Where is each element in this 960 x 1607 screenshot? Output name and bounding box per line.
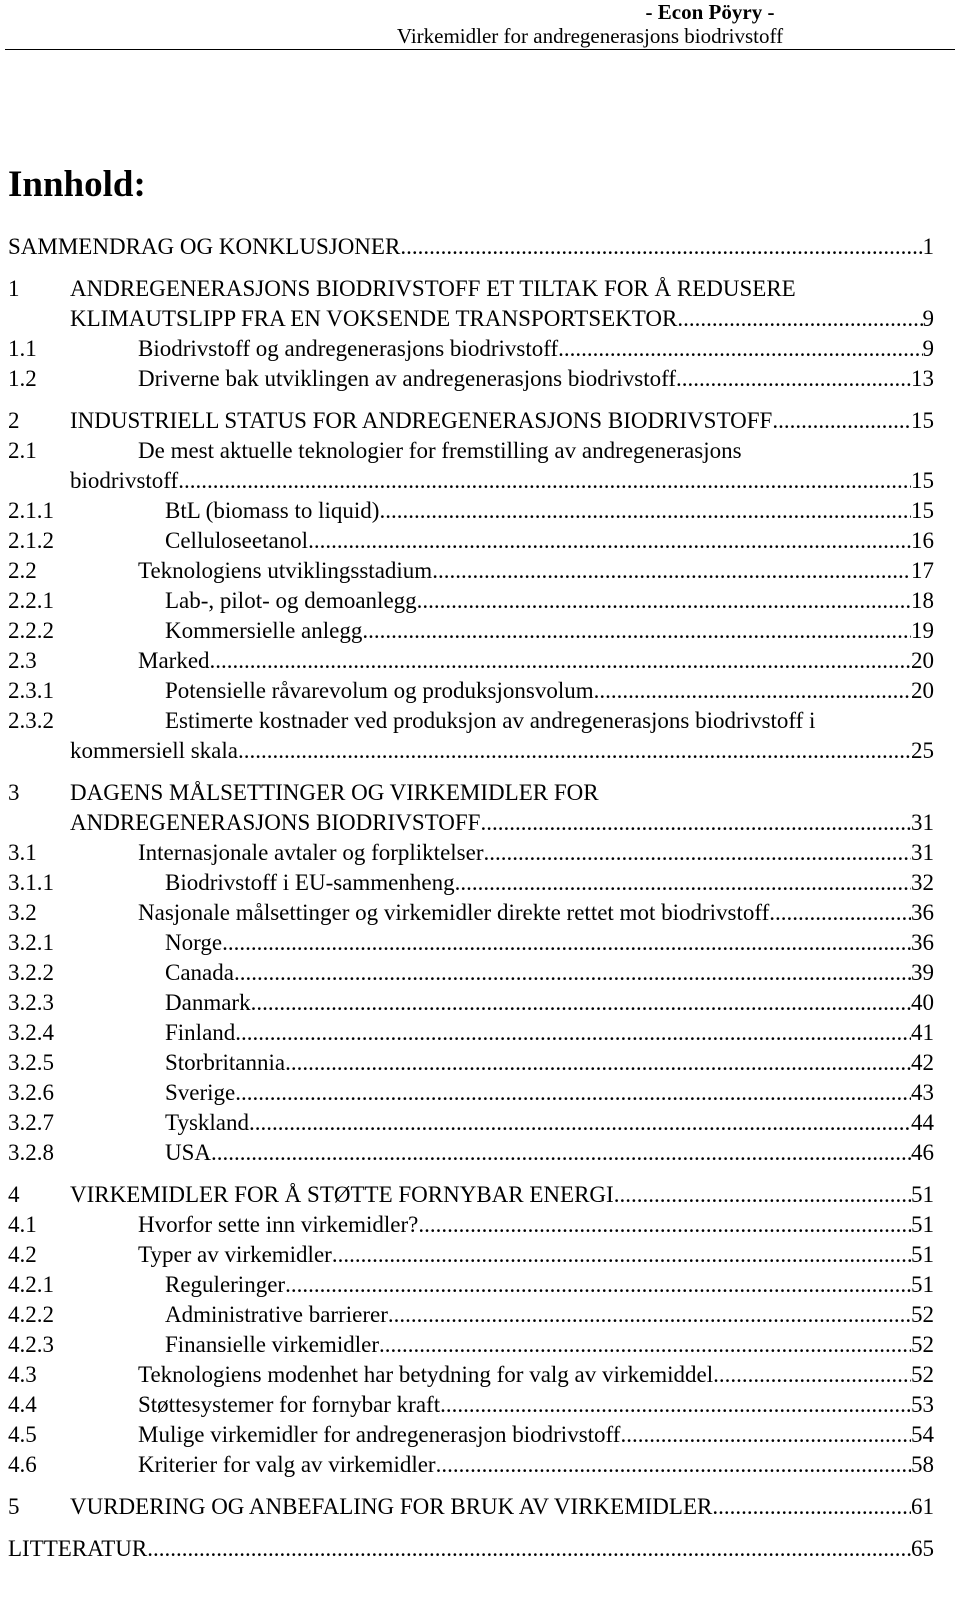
toc-entry-number: 4.5 xyxy=(8,1422,37,1447)
toc-entry-page-number: 52 xyxy=(911,1362,934,1387)
toc-entry[interactable] xyxy=(8,334,934,364)
toc-entry-number: 3 xyxy=(8,780,20,805)
toc-entry[interactable] xyxy=(8,406,934,436)
header-document-title: Virkemidler for andregenerasjons biodrivstoff xyxy=(396,24,784,48)
toc-entry-number: 2.2 xyxy=(8,558,37,583)
toc-entry-page-number: 51 xyxy=(911,1272,934,1297)
toc-entry-title: Støttesystemer for fornybar kraft xyxy=(138,1392,441,1417)
toc-entry[interactable] xyxy=(8,676,934,706)
toc-entry-page-number: 44 xyxy=(911,1110,934,1135)
toc-entry-page-number: 46 xyxy=(911,1140,934,1165)
toc-entry-number: 1.2 xyxy=(8,366,37,391)
toc-entry-page-number: 61 xyxy=(911,1494,934,1519)
toc-dot-leader xyxy=(558,334,922,364)
toc-dot-leader xyxy=(417,586,911,616)
toc-entry[interactable] xyxy=(8,1360,934,1390)
toc-entry-page-number: 15 xyxy=(911,468,934,493)
toc-entry-number: 2 xyxy=(8,408,20,433)
toc-entry-number: 3.2.5 xyxy=(8,1050,54,1075)
toc-entry-title: Teknologiens utviklingsstadium xyxy=(138,558,433,583)
toc-entry-page-number: 13 xyxy=(911,366,934,391)
toc-entry-title: Potensielle råvarevolum og produksjonsvolum xyxy=(165,678,594,703)
toc-entry-page-number: 51 xyxy=(911,1242,934,1267)
toc-entry[interactable] xyxy=(8,1210,934,1240)
toc-entry[interactable] xyxy=(8,1018,934,1048)
toc-entry-number: 3.2.4 xyxy=(8,1020,54,1045)
toc-entry-title: VURDERING OG ANBEFALING FOR BRUK AV VIRKEMIDLER xyxy=(70,1494,713,1519)
toc-entry-title: VIRKEMIDLER FOR Å STØTTE FORNYBAR ENERGI xyxy=(70,1182,614,1207)
toc-entry-title: Mulige virkemidler for andregenerasjon biodrivstoff xyxy=(138,1422,621,1447)
toc-entry-number: 2.2.2 xyxy=(8,618,54,643)
toc-entry-page-number: 36 xyxy=(911,930,934,955)
toc-entry-number: 3.1 xyxy=(8,840,37,865)
toc-entry-title: kommersiell skala xyxy=(70,738,238,763)
toc-entry[interactable] xyxy=(8,1300,934,1330)
toc-entry-title-line1: ANDREGENERASJONS BIODRIVSTOFF ET TILTAK FOR Å REDUSERE xyxy=(70,276,796,301)
toc-entry-title: LITTERATUR xyxy=(8,1536,148,1561)
toc-entry[interactable] xyxy=(8,1534,934,1564)
toc-entry[interactable] xyxy=(8,1078,934,1108)
toc-dot-leader xyxy=(285,1048,911,1078)
toc-entry-page-number: 15 xyxy=(911,498,934,523)
toc-entry-page-number: 19 xyxy=(911,618,934,643)
toc-entry-title: Internasjonale avtaler og forpliktelser xyxy=(138,840,484,865)
toc-entry-number: 4.3 xyxy=(8,1362,37,1387)
toc-entry-page-number: 51 xyxy=(911,1212,934,1237)
toc-dot-leader xyxy=(480,808,911,838)
toc-entry-title: BtL (biomass to liquid) xyxy=(165,498,380,523)
toc-dot-leader xyxy=(147,1534,911,1564)
toc-entry-page-number: 9 xyxy=(922,306,934,331)
toc-entry-page-number: 31 xyxy=(911,840,934,865)
table-of-contents xyxy=(8,232,934,1564)
toc-entry-title: INDUSTRIELL STATUS FOR ANDREGENERASJONS BIODRIVSTOFF xyxy=(70,408,773,433)
toc-entry[interactable] xyxy=(8,988,934,1018)
toc-dot-leader xyxy=(677,304,922,334)
toc-entry-title: Kriterier for valg av virkemidler xyxy=(138,1452,436,1477)
toc-entry[interactable] xyxy=(8,1450,934,1480)
toc-dot-leader xyxy=(594,676,911,706)
toc-dot-leader xyxy=(432,556,911,586)
toc-dot-leader xyxy=(620,1420,911,1450)
toc-entry-page-number: 1 xyxy=(922,234,934,259)
toc-entry-title: KLIMAUTSLIPP FRA EN VOKSENDE TRANSPORTSEKTOR xyxy=(70,306,678,331)
toc-entry-page-number: 31 xyxy=(911,810,934,835)
toc-entry-title: Danmark xyxy=(165,990,251,1015)
toc-entry-number: 2.1.2 xyxy=(8,528,54,553)
toc-entry-number: 4.4 xyxy=(8,1392,37,1417)
toc-entry-number: 2.1.1 xyxy=(8,498,54,523)
toc-dot-leader xyxy=(222,928,911,958)
toc-dot-leader xyxy=(712,1492,911,1522)
toc-entry-page-number: 58 xyxy=(911,1452,934,1477)
toc-entry-page-number: 9 xyxy=(922,336,934,361)
toc-entry-page-number: 25 xyxy=(911,738,934,763)
toc-entry-page-number: 32 xyxy=(911,870,934,895)
toc-entry-title: Sverige xyxy=(165,1080,236,1105)
toc-entry-number: 3.2.6 xyxy=(8,1080,54,1105)
toc-entry[interactable] xyxy=(8,1048,934,1078)
toc-dot-leader xyxy=(285,1270,911,1300)
toc-entry-title: Marked xyxy=(138,648,210,673)
toc-entry-title-line1: DAGENS MÅLSETTINGER OG VIRKEMIDLER FOR xyxy=(70,780,599,805)
toc-entry[interactable] xyxy=(8,436,934,496)
toc-entry-number: 2.3.1 xyxy=(8,678,54,703)
toc-entry[interactable] xyxy=(8,706,934,766)
toc-entry-title: USA xyxy=(165,1140,212,1165)
toc-dot-leader xyxy=(362,616,911,646)
toc-entry[interactable] xyxy=(8,232,934,262)
toc-entry-page-number: 20 xyxy=(911,678,934,703)
toc-dot-leader xyxy=(676,364,911,394)
toc-entry-number: 2.3.2 xyxy=(8,708,54,733)
header-divider xyxy=(5,49,955,50)
toc-entry[interactable] xyxy=(8,868,934,898)
toc-dot-leader xyxy=(388,1300,911,1330)
toc-entry-page-number: 52 xyxy=(911,1332,934,1357)
toc-entry[interactable] xyxy=(8,838,934,868)
toc-dot-leader xyxy=(332,1240,911,1270)
toc-dot-leader xyxy=(178,466,911,496)
toc-entry-number: 3.2.1 xyxy=(8,930,54,955)
toc-entry-page-number: 54 xyxy=(911,1422,934,1447)
toc-entry-title: Storbritannia xyxy=(165,1050,286,1075)
toc-entry-number: 3.2.3 xyxy=(8,990,54,1015)
toc-entry-title: Finland xyxy=(165,1020,236,1045)
toc-entry[interactable] xyxy=(8,1180,934,1210)
toc-dot-leader xyxy=(211,1138,911,1168)
toc-entry-title: Tyskland xyxy=(165,1110,249,1135)
toc-entry-number: 4.2 xyxy=(8,1242,37,1267)
toc-entry[interactable] xyxy=(8,778,934,838)
toc-entry[interactable] xyxy=(8,496,934,526)
toc-entry-page-number: 41 xyxy=(911,1020,934,1045)
toc-entry[interactable] xyxy=(8,586,934,616)
toc-entry-title-line1: De mest aktuelle teknologier for fremstilling av andregenerasjons xyxy=(138,438,742,463)
toc-dot-leader xyxy=(234,958,911,988)
toc-entry[interactable] xyxy=(8,364,934,394)
toc-entry[interactable] xyxy=(8,1420,934,1450)
toc-dot-leader xyxy=(772,406,911,436)
toc-entry-page-number: 17 xyxy=(911,558,934,583)
toc-entry[interactable] xyxy=(8,1492,934,1522)
toc-entry-title: Nasjonale målsettinger og virkemidler direkte rettet mot biodrivstoff xyxy=(138,900,770,925)
toc-entry-number: 4.2.1 xyxy=(8,1272,54,1297)
toc-entry-number: 4.2.3 xyxy=(8,1332,54,1357)
toc-dot-leader xyxy=(769,898,911,928)
toc-entry-page-number: 43 xyxy=(911,1080,934,1105)
toc-entry-number: 4.1 xyxy=(8,1212,37,1237)
toc-entry-page-number: 39 xyxy=(911,960,934,985)
toc-entry-number: 2.2.1 xyxy=(8,588,54,613)
toc-entry-title: Norge xyxy=(165,930,223,955)
toc-entry[interactable] xyxy=(8,928,934,958)
toc-entry-title: Canada xyxy=(165,960,234,985)
toc-dot-leader xyxy=(440,1390,911,1420)
toc-entry-title: Kommersielle anlegg xyxy=(165,618,363,643)
toc-entry-number: 3.1.1 xyxy=(8,870,54,895)
toc-dot-leader xyxy=(436,1450,911,1480)
header-company: - Econ Pöyry - xyxy=(645,0,775,24)
toc-entry[interactable] xyxy=(8,616,934,646)
toc-entry-number: 4 xyxy=(8,1182,20,1207)
toc-entry-number: 4.2.2 xyxy=(8,1302,54,1327)
toc-dot-leader xyxy=(235,1018,911,1048)
toc-entry[interactable] xyxy=(8,898,934,928)
toc-entry-page-number: 51 xyxy=(911,1182,934,1207)
toc-entry[interactable] xyxy=(8,1390,934,1420)
toc-entry-number: 3.2.8 xyxy=(8,1140,54,1165)
toc-dot-leader xyxy=(713,1360,911,1390)
toc-entry-number: 3.2.7 xyxy=(8,1110,54,1135)
toc-entry-number: 1 xyxy=(8,276,20,301)
toc-entry-title: Biodrivstoff og andregenerasjons biodrivstoff xyxy=(138,336,559,361)
toc-entry-page-number: 53 xyxy=(911,1392,934,1417)
toc-entry-title-line1: Estimerte kostnader ved produksjon av andregenerasjons biodrivstoff i xyxy=(165,708,816,733)
toc-entry-page-number: 52 xyxy=(911,1302,934,1327)
toc-entry-title: Celluloseetanol xyxy=(165,528,309,553)
toc-entry-page-number: 40 xyxy=(911,990,934,1015)
toc-entry-title: Reguleringer xyxy=(165,1272,286,1297)
toc-entry-page-number: 36 xyxy=(911,900,934,925)
toc-dot-leader xyxy=(418,1210,911,1240)
toc-entry-number: 1.1 xyxy=(8,336,37,361)
toc-entry-title: Hvorfor sette inn virkemidler? xyxy=(138,1212,419,1237)
toc-dot-leader xyxy=(484,838,912,868)
toc-entry-title: Lab-, pilot- og demoanlegg xyxy=(165,588,417,613)
toc-entry-number: 5 xyxy=(8,1494,20,1519)
toc-dot-leader xyxy=(379,496,911,526)
toc-entry-title: Typer av virkemidler xyxy=(138,1242,332,1267)
toc-entry[interactable] xyxy=(8,646,934,676)
toc-entry-number: 2.3 xyxy=(8,648,37,673)
toc-entry-page-number: 65 xyxy=(911,1536,934,1561)
toc-entry[interactable] xyxy=(8,274,934,334)
toc-dot-leader xyxy=(235,1078,911,1108)
toc-entry[interactable] xyxy=(8,526,934,556)
toc-entry-number: 2.1 xyxy=(8,438,37,463)
toc-dot-leader xyxy=(251,988,911,1018)
toc-dot-leader xyxy=(455,868,911,898)
toc-entry[interactable] xyxy=(8,1138,934,1168)
toc-entry-title: Biodrivstoff i EU-sammenheng xyxy=(165,870,455,895)
toc-dot-leader xyxy=(210,646,911,676)
toc-entry-title: Driverne bak utviklingen av andregenerasjons biodrivstoff xyxy=(138,366,677,391)
toc-entry[interactable] xyxy=(8,556,934,586)
toc-entry-title: Finansielle virkemidler xyxy=(165,1332,379,1357)
toc-dot-leader xyxy=(238,736,911,766)
toc-entry[interactable] xyxy=(8,1270,934,1300)
page-title: Innhold: xyxy=(8,164,146,205)
toc-entry[interactable] xyxy=(8,1108,934,1138)
toc-entry-title: ANDREGENERASJONS BIODRIVSTOFF xyxy=(70,810,481,835)
toc-entry[interactable] xyxy=(8,1330,934,1360)
toc-entry-number: 3.2 xyxy=(8,900,37,925)
toc-entry-page-number: 16 xyxy=(911,528,934,553)
toc-dot-leader xyxy=(379,1330,911,1360)
toc-entry-number: 3.2.2 xyxy=(8,960,54,985)
toc-entry-title: biodrivstoff xyxy=(70,468,179,493)
toc-dot-leader xyxy=(614,1180,911,1210)
toc-dot-leader xyxy=(249,1108,911,1138)
toc-dot-leader xyxy=(400,232,922,262)
toc-entry-number: 4.6 xyxy=(8,1452,37,1477)
toc-entry-page-number: 20 xyxy=(911,648,934,673)
toc-entry-title: Administrative barrierer xyxy=(165,1302,388,1327)
toc-entry-title: Teknologiens modenhet har betydning for valg av virkemiddel xyxy=(138,1362,714,1387)
toc-entry-title: SAMMENDRAG OG KONKLUSJONER xyxy=(8,234,401,259)
toc-entry[interactable] xyxy=(8,958,934,988)
toc-entry-page-number: 42 xyxy=(911,1050,934,1075)
toc-entry-page-number: 15 xyxy=(911,408,934,433)
toc-entry[interactable] xyxy=(8,1240,934,1270)
toc-entry-page-number: 18 xyxy=(911,588,934,613)
toc-dot-leader xyxy=(308,526,911,556)
